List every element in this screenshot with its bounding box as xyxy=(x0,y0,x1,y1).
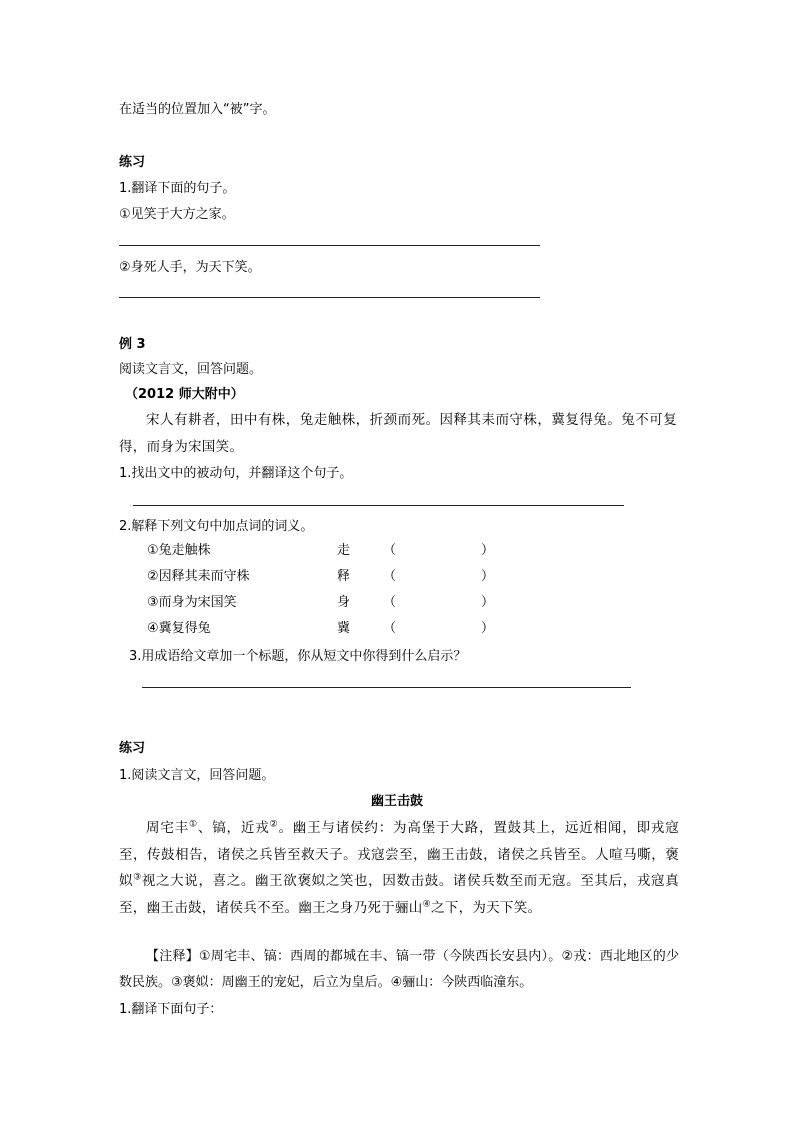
vocab-char: 释 xyxy=(337,569,351,584)
answer-line-3[interactable] xyxy=(133,505,624,506)
notes-text: ①周宅丰、镐：西周的都城在丰、镐一带（今陕西长安县内）。②戎：西北地区的少数民族。③褒姒：周幽王的宠妃，后立为皇后。④骊山：今陕西临潼东。 xyxy=(119,949,679,990)
passage-youwangjigu xyxy=(119,815,679,921)
passage-shouzhudaitu: 宋人有耕者，田中有株，兔走触株，折颈而死。因释其耒而守株，冀复得兔。兔不可复得，而身为宋国笑。 xyxy=(119,412,677,455)
practice-heading-1: 练习 xyxy=(119,155,146,170)
vocab-phrase: ②因释其耒而守株 xyxy=(147,569,250,584)
example-instruction: 阅读文言文，回答问题。 xyxy=(119,362,263,377)
vocab-row xyxy=(147,567,507,587)
instruction-intro: 在适当的位置加入“被”字。 xyxy=(119,102,276,117)
passage-text: 视之大说，喜之。幽王欲褒姒之笑也，因数击鼓。诸侯兵数至而无寇。至其后，戎寇真至，幽王击鼓，诸侯兵不至。幽王之身乃死于骊山 xyxy=(119,873,679,916)
answer-blank-open[interactable]: （ xyxy=(383,621,397,636)
note-marker: ③ xyxy=(133,872,142,883)
notes-label: 【注释】 xyxy=(146,949,199,964)
question-title-inspiration: 3.用成语给文章加一个标题，你从短文中你得到什么启示？ xyxy=(129,649,467,664)
passage-title: 幽王击鼓 xyxy=(370,794,423,809)
question-read-passage: 1.阅读文言文，回答问题。 xyxy=(119,768,275,783)
example-source: （2012 师大附中） xyxy=(125,387,244,402)
sentence-1: ①见笑于大方之家。 xyxy=(119,207,235,222)
vocab-row xyxy=(147,593,507,613)
annotation-notes xyxy=(119,944,679,996)
vocab-char: 走 xyxy=(337,543,351,558)
note-marker: ② xyxy=(269,819,279,830)
passage-text: 之下，为天下笑。 xyxy=(430,899,542,916)
answer-line-4[interactable] xyxy=(142,687,631,688)
answer-blank-open[interactable]: （ xyxy=(383,569,397,584)
answer-blank-close: ） xyxy=(481,595,495,610)
answer-line-2[interactable] xyxy=(119,297,540,298)
answer-blank-close: ） xyxy=(481,543,495,558)
example-heading: 例 3 xyxy=(119,337,146,352)
passage-text: 。幽王与诸侯约：为高堡于大路，置鼓其上，远近相闻，即戎寇至，传鼓相告，诸侯之兵皆至救天子。戎寇尝至，幽王击鼓，诸侯之兵皆至。人喧马嘶，褒姒 xyxy=(119,820,680,889)
passage-text: 周宅丰 xyxy=(146,820,189,836)
question-word-meaning: 2.解释下列文句中加点词的词义。 xyxy=(119,519,314,534)
vocab-row xyxy=(147,541,507,561)
note-marker: ① xyxy=(188,819,198,830)
question-translate-1: 1.翻译下面的句子。 xyxy=(119,181,236,196)
answer-blank-close: ） xyxy=(481,569,495,584)
vocab-char: 冀 xyxy=(337,621,351,636)
note-marker: ④ xyxy=(422,899,431,909)
vocab-phrase: ③而身为宋国笑 xyxy=(147,595,237,610)
question-passive-sentence: 1.找出文中的被动句，并翻译这个句子。 xyxy=(119,466,353,481)
practice-heading-2: 练习 xyxy=(119,741,146,756)
answer-line-1[interactable] xyxy=(119,245,540,246)
answer-blank-open[interactable]: （ xyxy=(383,595,397,610)
vocab-row xyxy=(147,619,507,639)
passage-text: 、镐，近戎 xyxy=(197,820,270,836)
vocab-phrase: ④冀复得兔 xyxy=(147,621,211,636)
vocab-char: 身 xyxy=(337,595,351,610)
answer-blank-open[interactable]: （ xyxy=(383,543,397,558)
sentence-2: ②身死人手，为天下笑。 xyxy=(119,260,261,275)
vocab-phrase: ①兔走触株 xyxy=(147,543,211,558)
answer-blank-close: ） xyxy=(481,621,495,636)
question-translate-2: 1.翻译下面句子： xyxy=(119,1002,223,1017)
